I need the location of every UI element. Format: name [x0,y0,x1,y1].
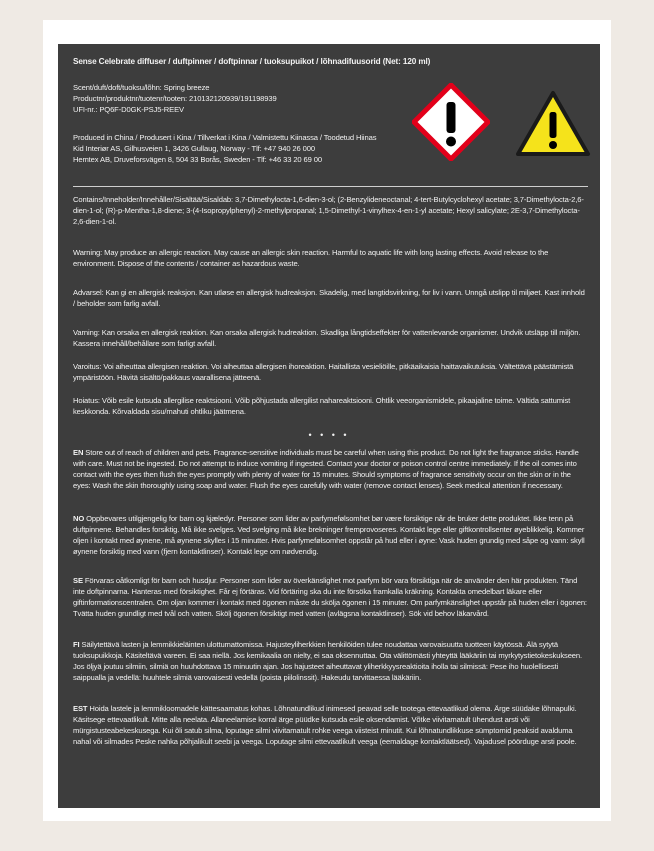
warning-fi: Varoitus: Voi aiheuttaa allergisen reaktion. Voi aiheuttaa allergisen ihoreaktion. Haitallista vesieliöille, pitkäaikaisia haittavaikutuksia. Vältettävä päästämistä ympäristöön. Hävitä sisältö/pakkaus vaarallisena jätteenä. [73,362,574,382]
product-number-line: Productnr/produktnr/tuotenr/tooten: 210132120939/191198939 [73,93,277,103]
lang-code: SE [73,576,83,585]
safety-text: Store out of reach of children and pets. Fragrance-sensitive individuals must be careful when using this product. Do not light the fragrance sticks. Handle with care. Must not be ingested. Do not attempt to induce vomiting if ingested. Contact your doctor or poison control centre immediately. If the oil comes into contact with the eyes then flush the eyes promptly with plenty of water for 15 minutes. Should symptoms of fragrance sensitivity occur on the skin or in the eyes: Wash the skin thoroughly using soap and water. Flush the eyes carefully with water (remove contact lenses). Seek medical attention if necessary. [73,448,579,490]
warning-ee: Hoiatus: Võib esile kutsuda allergilise reaktsiooni. Võib põhjustada allergilist nahareaktsiooni. Ohtlik veeorganismidele, pikaajaline toime. Vältida sattumist keskkonda. Kõrvaldada sisu/mahuti ohtliku jäätmena. [73,396,571,416]
hemtex-address-line: Hemtex AB, Druveforsvägen 8, 504 33 Borås, Sweden - Tlf: +46 33 20 69 00 [73,154,322,164]
lang-code: NO [73,514,85,523]
warning-se: Varning: Kan orsaka en allergisk reaktion. Kan orsaka allergisk hudreaktion. Skadliga långtidseffekter för vattenlevande organismer. Undvik utsläpp till miljön. Kassera innehåll/behållare som farligt avfall. [73,328,581,348]
lang-code: FI [73,640,80,649]
warning-triangle-icon [515,90,591,157]
lang-code: EST [73,704,88,713]
kid-address-line: Kid Interiør AS, Gilhusveien 1, 3426 Gullaug, Norway - Tlf: +47 940 26 000 [73,143,315,153]
lang-code: EN [73,448,84,457]
safety-se [73,576,588,620]
product-info [73,83,588,116]
safety-ee [73,704,588,748]
safety-en [73,448,588,492]
warning-no: Advarsel: Kan gi en allergisk reaksjon. Kan utløse en allergisk hudreaksjon. Skadelig, med langtidsvirkning, for liv i vann. Unngå utslipp til miljøet. Kast innhold / beholder som farlig avfall. [73,288,585,308]
dots-divider: • • • • [308,430,350,440]
warning-en: Warning: May produce an allergic reaction. May cause an allergic skin reaction. Harmful to aquatic life with long lasting effects. Avoid release to the environment. Dispose of the contents / container as hazardous waste. [73,248,549,268]
made-in-line: Produced in China / Produsert i Kina / Tillverkat i Kina / Valmistettu Kiinassa / Toodetud Hiinas [73,133,377,142]
product-label [58,44,600,808]
safety-text: Förvaras oåtkomligt för barn och husdjur. Personer som lider av överkänslighet mot parfym bör vara försiktiga när de använder den här produkten. Tänd inte doftpinnarna. Hanteras med försiktighet. Får ej förtäras. Vid förtäring ska du inte försöka framkalla kräkning. Kontakta omedelbart läkare eller giftinformationscentralen. Om oljan kommer i kontakt med ögonen måste du skölja ögonen i 15 minuter. Om parfymkänslighet uppstår på huden eller i ögonen: Tvätta huden grundligt med tvål och vatten. Skölj ögonen försiktigt med vatten (avlägsna kontaktlinser). Sök vid behov läkarvård. [73,576,587,618]
safety-no [73,514,588,558]
ingredients-text: Contains/Inneholder/Innehåller/Sisältää/Sisaldab: 3,7-Dimethylocta-1,6-dien-3-ol; (2-Benzylideneoctanal; 4-tert-Butylcyclohexyl acetate; 3,7-Dimethylocta-2,6-dien-1-ol; (R)-p-Mentha-1,8-diene; 3-(4-Isopropylphenyl)-2-methylpropanal; 1,5-Dimethyl-1-vinylhex-4-en-1-yl acetate; Hexyl salicylate; 2E-3,7-Dimethylocta-2,6-dien-1-ol. [73,195,584,226]
scent-line: Scent/duft/doft/tuoksu/lõhn: Spring breeze [73,83,210,92]
origin-info [73,133,588,166]
safety-text: Hoida lastele ja lemmikloomadele kättesaamatus kohas. Lõhnatundlikud inimesed peavad selle tootega ettevaatlikud olema. Ärge süüdake lõhnapulki. Käsitsege ettevaatlikult. Mitte alla neelata. Allaneelamise korral ärge püüdke kutsuda esile oksendamist. Võtke viivitamatult ühendust arsti või mürgistusteabekeskusega. Kui õli satub silma, loputage silmi viivitamatult rohke veega viisteist minutit. Kui lõhnatundlikkuse sümptomid peaksid avalduma nahal või silmades Peske nahka põhjalikult seebi ja veega. Loputage silmi ettevaatlikult veega (eemaldage kontaktläätsed). Vajadusel pöörduge arsti poole. [73,704,577,746]
section-divider [73,186,588,187]
ufi-line: UFI-nr.: PQ6F-D0GK-PSJ5-REEV [73,104,184,114]
safety-text: Oppbevares utilgjengelig for barn og kjæledyr. Personer som lider av parfymefølsomhet bør være forsiktige når de bruker dette produktet. Ikke tenn på duftpinnene. Behandles forsiktig. Må ikke svelges. Ved svelging må ikke brekninger fremprovoseres. Kontakt lege eller giftkontrollsenter øyeblikkelig. Kommer oljen i kontakt med øynene, må øynene skylles i 15 minutter. Hvis parfymefølsomhet oppstår på hud eller i øyne: Vask huden grundig med såpe og vann: skyll øynene forsiktig med vann (fjern kontaktlinser). Kontakt lege om nødvendig. [73,514,585,556]
label-title: Sense Celebrate diffuser / duftpinner / doftpinnar / tuoksupuikot / lõhnadifuusorid (Net: 120 ml) [73,57,431,66]
safety-text: Säilytettävä lasten ja lemmikkieläinten ulottumattomissa. Hajusteyliherkkien henkilöiden tulee noudattaa varovaisuutta tuotteen käytössä. Älä sytytä tuoksupuikkoja. Käsiteltävä vareen. Ei saa niellä. Jos kemikaalia on nielty, ei saa oksennuttaa. Ota välittömästi yhteyttä lääkäriin tai myrkytystietokeskukseen. Jos öljyä joutuu silmiin, silmiä on huuhdottava 15 minuutin ajan. Jos hajusteet aiheuttavat yliherkkyysreaktioita iholla tai silmissä: Pese iho huolellisesti saippualla ja vedellä: huuhtele silmiä varovaisesti vedellä (poista piilolinssit). Hakeudu tarvittaessa lääkäriin. [73,640,582,682]
ghs-exclamation-icon [412,83,490,161]
safety-fi [73,640,588,684]
